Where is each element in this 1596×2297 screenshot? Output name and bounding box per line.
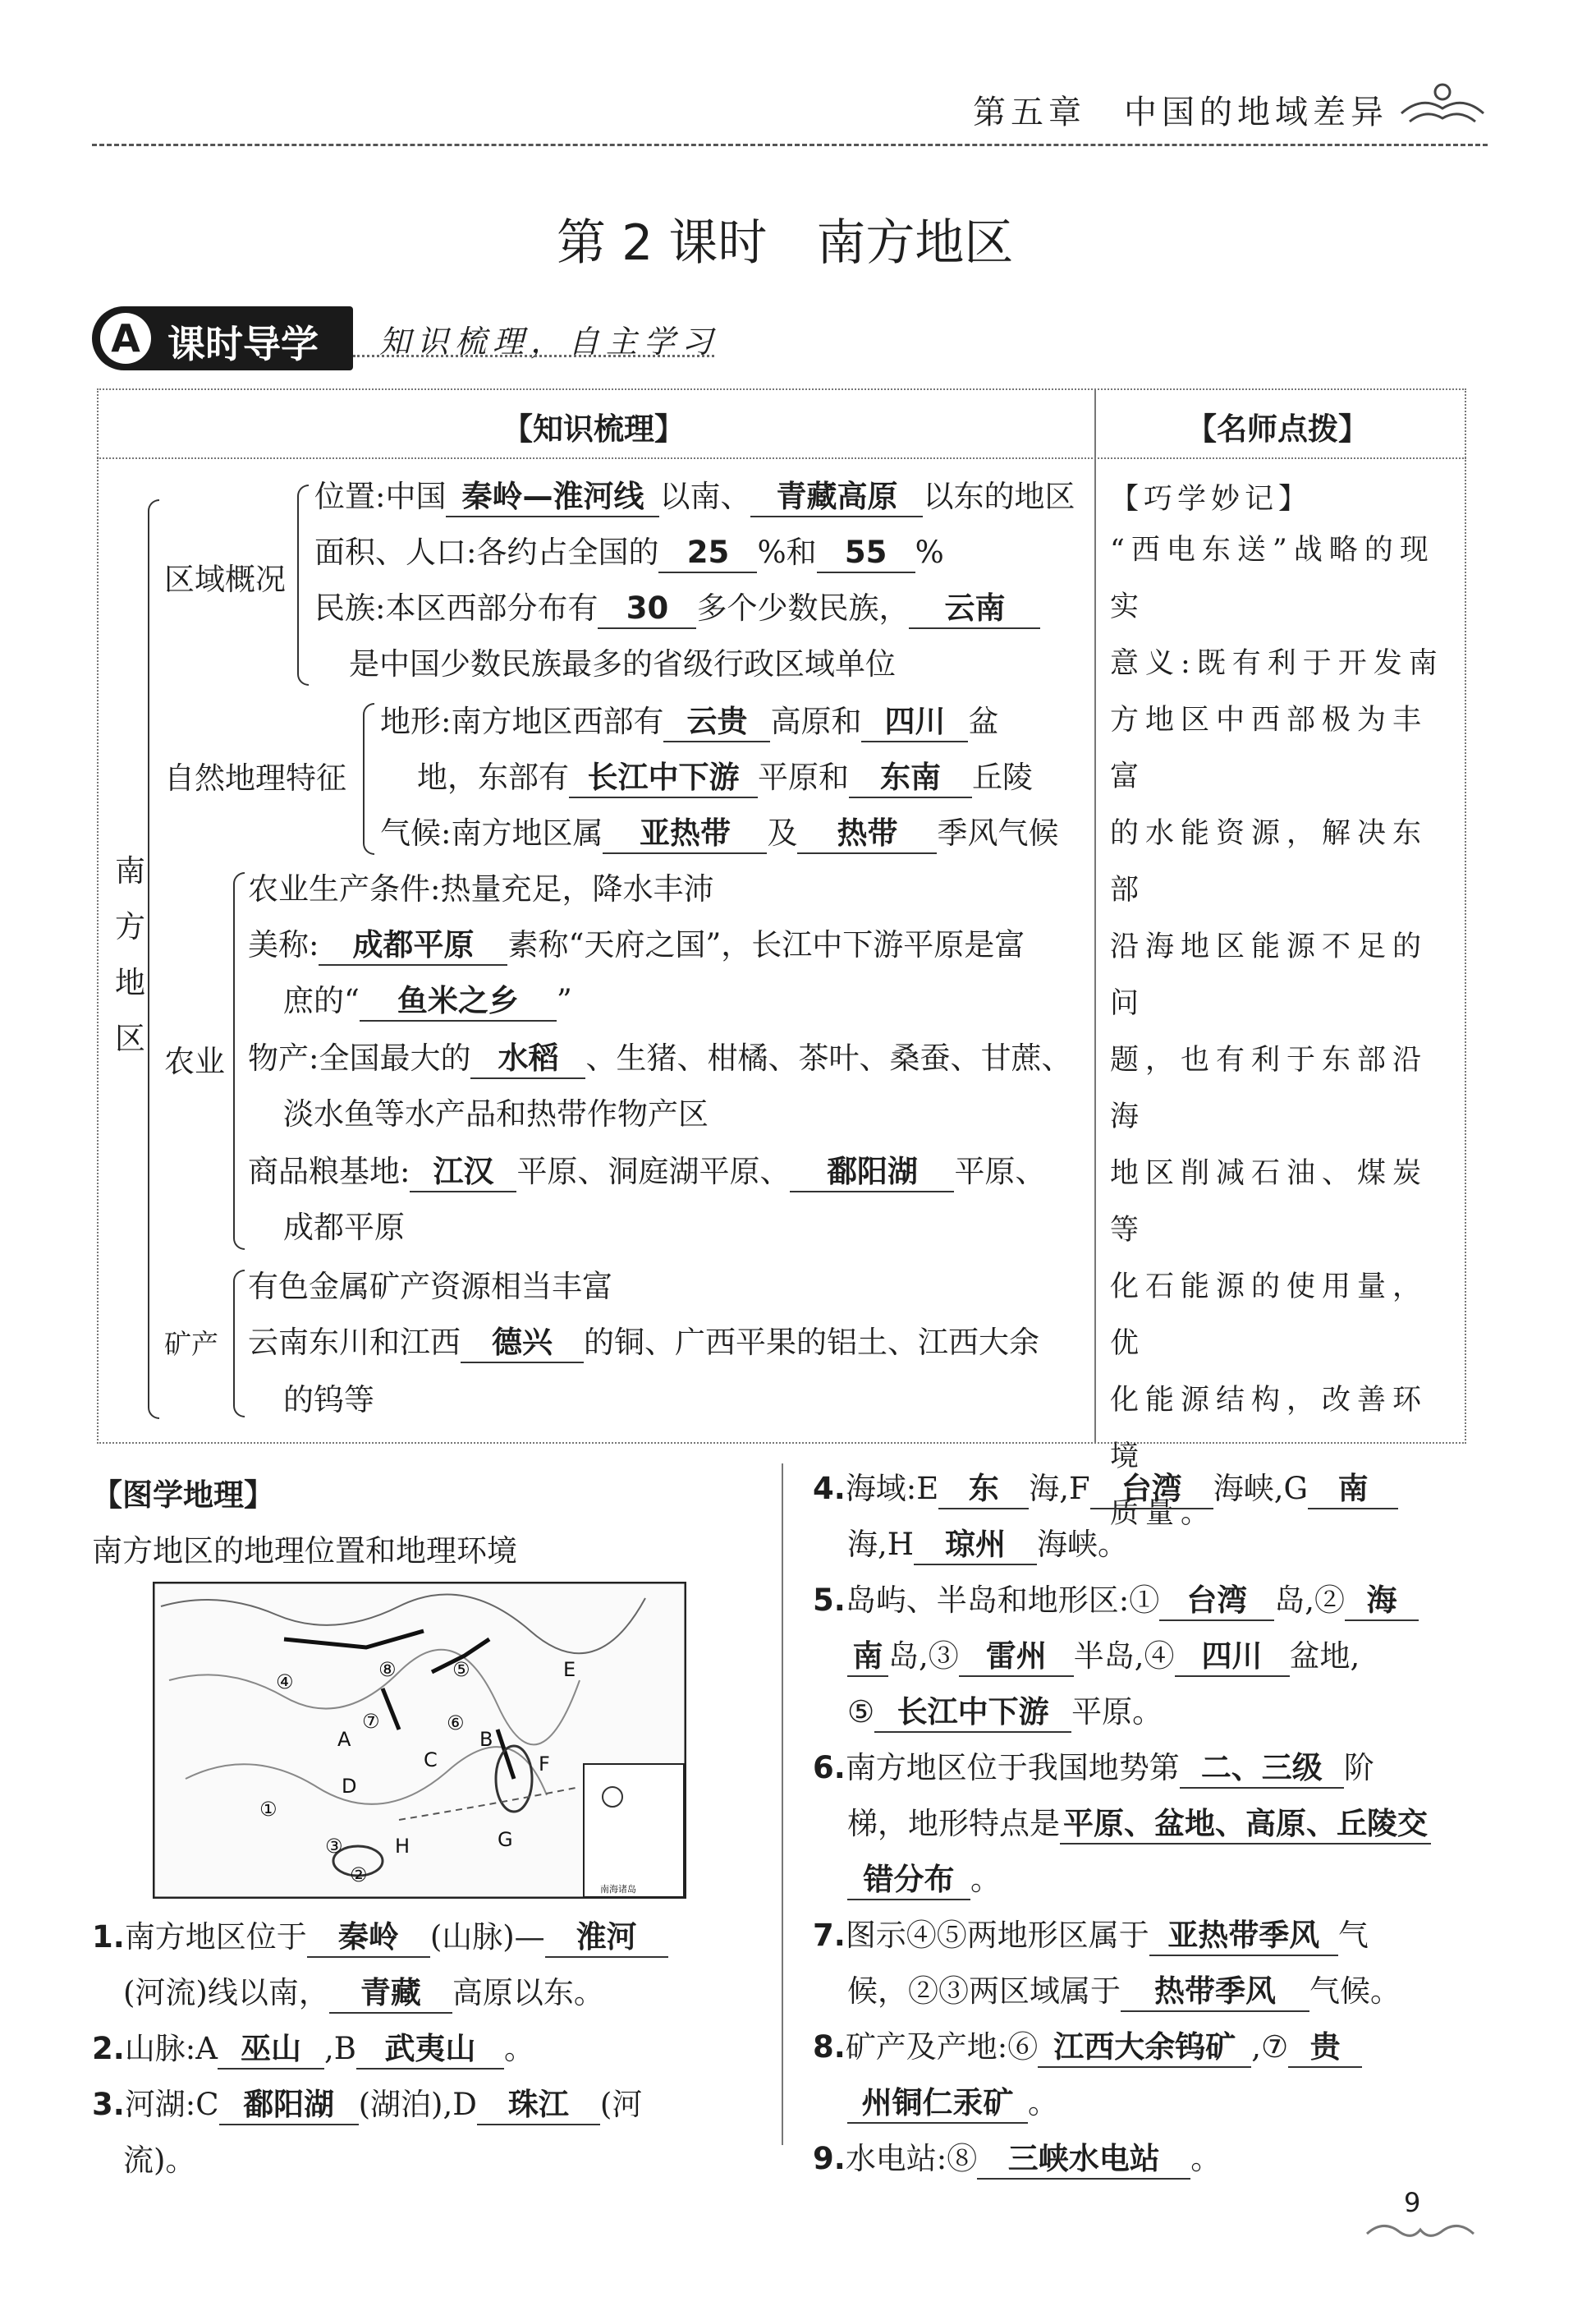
agri-line-5: 淡水鱼等水产品和热带作物产区 bbox=[283, 1096, 709, 1132]
text: 云南东川和江西 bbox=[248, 1325, 461, 1360]
text: 。 bbox=[970, 1862, 1001, 1897]
text: 高原和 bbox=[770, 704, 862, 739]
minerals-line-3: 的钨等 bbox=[283, 1382, 374, 1417]
agri-line-3 bbox=[283, 982, 572, 1022]
answer-blank: 鄱阳湖 bbox=[219, 2086, 359, 2125]
answer-blank: 热带季风 bbox=[1121, 1973, 1309, 2012]
text: 丘陵 bbox=[972, 760, 1033, 795]
table-col-divider bbox=[1094, 388, 1096, 1444]
question-6-cont bbox=[847, 1805, 1431, 1844]
answer-blank: 长江中下游 bbox=[874, 1693, 1071, 1733]
question-6-cont2 bbox=[847, 1861, 1001, 1900]
overview-line-4: 是中国少数民族最多的省级行政区域单位 bbox=[349, 646, 896, 682]
question-1-cont bbox=[123, 1974, 604, 2014]
question-2 bbox=[92, 2030, 534, 2070]
map-label: D bbox=[342, 1775, 357, 1798]
text: 水电站:⑧ bbox=[845, 2141, 978, 2176]
text: 山脉:A bbox=[124, 2031, 218, 2066]
text: 海域:E bbox=[845, 1471, 939, 1506]
map-label: H bbox=[395, 1835, 410, 1858]
text: 岛,③ bbox=[888, 1638, 959, 1674]
text: ” bbox=[556, 983, 572, 1018]
text: 气 bbox=[1337, 1918, 1369, 1953]
agri-line-1: 农业生产条件:热量充足，降水丰沛 bbox=[248, 871, 714, 907]
map-label: ⑥ bbox=[447, 1711, 465, 1734]
text: 矿产及产地:⑥ bbox=[845, 2029, 1039, 2065]
answer-blank: 成都平原 bbox=[319, 926, 507, 966]
text: 气候。 bbox=[1309, 1973, 1401, 2009]
table-header-divider bbox=[97, 457, 1466, 459]
text: 河湖:C bbox=[124, 2087, 219, 2122]
map-label: A bbox=[337, 1728, 351, 1751]
answer-blank: 南 bbox=[847, 1638, 888, 1677]
map-section-title: 【图学地理】 bbox=[92, 1477, 274, 1513]
tips-line: 的水能资源，解决东部 bbox=[1110, 817, 1429, 907]
text: (河流)线以南， bbox=[123, 1975, 329, 2010]
text: 海峡,G bbox=[1213, 1471, 1309, 1506]
root-char-2: 方 bbox=[115, 909, 145, 944]
tips-line: “西电东送”战略的现实 bbox=[1110, 534, 1435, 623]
section-a-badge bbox=[92, 306, 353, 370]
text: 。 bbox=[1190, 2141, 1222, 2176]
question-6 bbox=[813, 1749, 1374, 1789]
answer-blank: 25 bbox=[658, 534, 757, 573]
question-7-cont bbox=[847, 1973, 1401, 2012]
page-number: 9 bbox=[1404, 2187, 1421, 2218]
answer-blank: 二、三级 bbox=[1180, 1749, 1344, 1789]
agri-line-2 bbox=[248, 926, 1025, 966]
answer-blank: 州铜仁汞矿 bbox=[847, 2084, 1028, 2124]
minerals-line-2 bbox=[248, 1324, 1039, 1363]
text: 素称“天府之国”，长江中下游平原是富 bbox=[507, 927, 1025, 962]
tips-line: 沿海地区能源不足的问 bbox=[1110, 930, 1429, 1020]
overview-line-3 bbox=[314, 590, 1040, 629]
question-3 bbox=[92, 2086, 642, 2125]
answer-blank: 东南 bbox=[849, 759, 972, 798]
q-number: 8. bbox=[813, 2029, 846, 2065]
question-5-cont bbox=[847, 1638, 1360, 1677]
text: (山脉)— bbox=[429, 1919, 545, 1955]
text: 物产:全国最大的 bbox=[248, 1041, 471, 1076]
map-label: ① bbox=[259, 1798, 277, 1821]
answer-blank: 55 bbox=[817, 534, 915, 573]
text: 多个少数民族， bbox=[696, 590, 910, 626]
agri-line-7: 成都平原 bbox=[283, 1210, 405, 1245]
question-5-cont2 bbox=[847, 1693, 1163, 1733]
agri-bracket bbox=[233, 872, 245, 1250]
map-label: ⑧ bbox=[378, 1658, 397, 1681]
answer-blank: 淮河 bbox=[545, 1918, 668, 1958]
root-char-4: 区 bbox=[115, 1021, 145, 1056]
chapter-header: 第五章 中国的地域差异 bbox=[973, 94, 1388, 131]
answer-blank: 珠江 bbox=[477, 2086, 600, 2125]
map-label: ③ bbox=[325, 1835, 343, 1858]
answer-blank: 秦岭 bbox=[307, 1918, 430, 1958]
map-label: 南海诸岛 bbox=[600, 1884, 636, 1895]
text: %和 bbox=[757, 535, 817, 570]
answer-blank: 四川 bbox=[861, 703, 968, 742]
root-char-3: 地 bbox=[115, 965, 145, 1000]
answer-blank: 云南 bbox=[909, 590, 1040, 629]
text: 及 bbox=[767, 815, 798, 851]
text: 南方地区位于 bbox=[124, 1919, 307, 1955]
natural-line-2 bbox=[417, 759, 1033, 798]
q-number: 9. bbox=[813, 2141, 846, 2176]
text: 。 bbox=[503, 2031, 534, 2066]
tips-line: 化石能源的使用量，优 bbox=[1110, 1270, 1429, 1360]
question-7 bbox=[813, 1917, 1369, 1956]
root-bracket bbox=[148, 499, 159, 1419]
text: 海,F bbox=[1029, 1471, 1090, 1506]
map-section-subtitle: 南方地区的地理位置和地理环境 bbox=[92, 1533, 517, 1569]
overview-line-1 bbox=[314, 478, 1075, 517]
wave-ornament-icon bbox=[1397, 80, 1488, 130]
text: 季风气候 bbox=[937, 815, 1059, 851]
q-number: 4. bbox=[813, 1471, 846, 1506]
text: 南方地区位于我国地势第 bbox=[845, 1750, 1180, 1785]
natural-label: 自然地理特征 bbox=[164, 760, 346, 796]
answer-blank: 平原、盆地、高原、丘陵交 bbox=[1060, 1805, 1431, 1844]
right-header: 【名师点拨】 bbox=[1186, 411, 1369, 447]
map-label: ② bbox=[350, 1863, 368, 1886]
text: 面积、人口:各约占全国的 bbox=[314, 535, 659, 570]
section-a-underline bbox=[353, 355, 714, 357]
text: 阶 bbox=[1343, 1750, 1374, 1785]
text: (湖泊),D bbox=[358, 2087, 477, 2122]
text: ,⑦ bbox=[1251, 2029, 1289, 2065]
text: 地，东部有 bbox=[417, 760, 569, 795]
text: 商品粮基地: bbox=[248, 1154, 410, 1189]
q-number: 6. bbox=[813, 1750, 846, 1785]
text: 海,H bbox=[847, 1527, 915, 1562]
question-1 bbox=[92, 1918, 668, 1958]
text: 以南、 bbox=[659, 479, 751, 514]
text: 平原、洞庭湖平原、 bbox=[516, 1154, 791, 1189]
agri-label: 农业 bbox=[164, 1044, 225, 1079]
text: 美称: bbox=[248, 927, 319, 962]
section-a-label: 课时导学 bbox=[167, 322, 319, 366]
text: 候，②③两区域属于 bbox=[847, 1973, 1121, 2009]
tips-body bbox=[1110, 522, 1455, 1542]
answer-blank: 鱼米之乡 bbox=[360, 982, 557, 1022]
answer-blank: 南 bbox=[1308, 1470, 1398, 1509]
section-a-subtitle: 知识梳理，自主学习 bbox=[379, 324, 720, 360]
answer-blank: 长江中下游 bbox=[569, 759, 758, 798]
answer-blank: 武夷山 bbox=[356, 2030, 504, 2070]
answer-blank: 错分布 bbox=[847, 1861, 970, 1900]
answer-blank: 四川 bbox=[1175, 1638, 1290, 1677]
text: 气候:南方地区属 bbox=[380, 815, 603, 851]
agri-line-6 bbox=[248, 1153, 1045, 1192]
answer-blank: 台湾 bbox=[1090, 1470, 1213, 1509]
root-char-1: 南 bbox=[115, 853, 145, 889]
answer-blank: 亚热带季风 bbox=[1149, 1917, 1338, 1956]
answer-blank: 青藏高原 bbox=[750, 478, 923, 517]
map-label: B bbox=[479, 1728, 493, 1751]
lesson-title: 第 2 课时 南方地区 bbox=[557, 214, 1014, 272]
column-divider bbox=[782, 1463, 783, 2145]
map-label: E bbox=[563, 1658, 576, 1681]
answer-blank: 鄱阳湖 bbox=[790, 1153, 954, 1192]
q-number: 1. bbox=[92, 1919, 125, 1955]
overview-label: 区域概况 bbox=[164, 562, 286, 597]
text: 民族:本区西部分布有 bbox=[314, 590, 598, 626]
answer-blank: 青藏 bbox=[329, 1974, 452, 2014]
q-number: 3. bbox=[92, 2087, 125, 2122]
tips-line: 意义:既有利于开发南 bbox=[1110, 647, 1444, 680]
question-4 bbox=[813, 1470, 1398, 1509]
text: 高原以东。 bbox=[452, 1975, 604, 2010]
question-4-cont bbox=[847, 1526, 1128, 1565]
left-header: 【知识梳理】 bbox=[502, 411, 685, 447]
overview-bracket bbox=[297, 485, 309, 686]
text: 岛屿、半岛和地形区:① bbox=[845, 1583, 1160, 1618]
text: 图示④⑤两地形区属于 bbox=[845, 1918, 1149, 1953]
answer-blank: 三峡水电站 bbox=[977, 2140, 1190, 2180]
overview-line-2 bbox=[314, 534, 944, 573]
text: 平原、 bbox=[954, 1154, 1046, 1189]
map-label: ⑦ bbox=[362, 1710, 380, 1733]
map-label: ⑤ bbox=[452, 1658, 470, 1681]
text: 海峡。 bbox=[1037, 1527, 1129, 1562]
map-label: ④ bbox=[276, 1670, 294, 1693]
question-3-cont: 流)。 bbox=[123, 2143, 196, 2178]
natural-line-1 bbox=[380, 703, 998, 742]
answer-blank: 江西大余钨矿 bbox=[1038, 2028, 1251, 2068]
text: 盆地, bbox=[1289, 1638, 1360, 1674]
natural-bracket bbox=[363, 703, 374, 855]
answer-blank: 东 bbox=[938, 1470, 1029, 1509]
text: 位置:中国 bbox=[314, 479, 447, 514]
text: 。 bbox=[1028, 2085, 1058, 2120]
south-sea-inset bbox=[584, 1764, 684, 1897]
text: 盆 bbox=[968, 704, 999, 739]
answer-blank: 云贵 bbox=[663, 703, 770, 742]
map-label: G bbox=[498, 1828, 513, 1851]
answer-blank: 秦岭—淮河线 bbox=[446, 478, 659, 517]
minerals-bracket bbox=[233, 1270, 245, 1417]
text: 的铜、广西平果的铝土、江西大余 bbox=[584, 1325, 1039, 1360]
answer-blank: 30 bbox=[598, 590, 696, 629]
text: 地形:南方地区西部有 bbox=[380, 704, 664, 739]
text: 平原。 bbox=[1071, 1694, 1163, 1730]
question-9 bbox=[813, 2140, 1221, 2180]
answer-blank: 贵 bbox=[1288, 2028, 1362, 2068]
natural-line-3 bbox=[380, 815, 1058, 854]
q-number: 2. bbox=[92, 2031, 125, 2066]
answer-blank: 巫山 bbox=[218, 2030, 324, 2070]
section-a-letter: A bbox=[100, 313, 151, 364]
question-8-cont bbox=[847, 2084, 1058, 2124]
map-label: F bbox=[539, 1753, 550, 1776]
answer-blank: 海 bbox=[1345, 1582, 1419, 1621]
tips-line: 地区削减石油、煤炭等 bbox=[1110, 1157, 1429, 1247]
tips-line: 化能源结构，改善环境 bbox=[1110, 1384, 1429, 1473]
answer-blank: 亚热带 bbox=[603, 815, 767, 854]
south-china-map bbox=[153, 1582, 686, 1899]
text: 岛,② bbox=[1274, 1583, 1346, 1618]
text: 庶的“ bbox=[283, 983, 360, 1018]
question-5 bbox=[813, 1582, 1419, 1621]
question-8 bbox=[813, 2028, 1362, 2068]
text: 半岛,④ bbox=[1073, 1638, 1175, 1674]
tips-line: 质量。 bbox=[1110, 1497, 1217, 1530]
text: 以东的地区 bbox=[923, 479, 1075, 514]
text: ⑤ bbox=[847, 1694, 875, 1730]
q-number: 5. bbox=[813, 1583, 846, 1618]
answer-blank: 德兴 bbox=[461, 1324, 584, 1363]
map-label: C bbox=[424, 1748, 438, 1771]
answer-blank: 台湾 bbox=[1159, 1582, 1274, 1621]
text: 梯，地形特点是 bbox=[847, 1806, 1060, 1841]
answer-blank: 热带 bbox=[797, 815, 937, 854]
text: 、生猪、柑橘、茶叶、桑蚕、甘蔗、 bbox=[585, 1041, 1072, 1076]
answer-blank: 江汉 bbox=[410, 1153, 516, 1192]
tips-title: 【巧学妙记】 bbox=[1110, 483, 1313, 516]
answer-blank: 琼州 bbox=[914, 1526, 1037, 1565]
text: % bbox=[915, 535, 944, 570]
header-divider bbox=[92, 144, 1488, 146]
tips-line: 题，也有利于东部沿海 bbox=[1110, 1044, 1429, 1133]
footer-ornament-icon bbox=[1363, 2217, 1478, 2242]
text: ,B bbox=[324, 2031, 356, 2066]
agri-line-4 bbox=[248, 1040, 1071, 1079]
answer-blank: 水稻 bbox=[470, 1040, 585, 1079]
text: 平原和 bbox=[758, 760, 849, 795]
text: (河 bbox=[599, 2087, 643, 2122]
minerals-line-1: 有色金属矿产资源相当丰富 bbox=[248, 1269, 612, 1304]
tips-line: 方地区中西部极为丰富 bbox=[1110, 704, 1429, 793]
answer-blank: 雷州 bbox=[959, 1638, 1074, 1677]
q-number: 7. bbox=[813, 1918, 846, 1953]
minerals-label: 矿产 bbox=[164, 1328, 218, 1360]
